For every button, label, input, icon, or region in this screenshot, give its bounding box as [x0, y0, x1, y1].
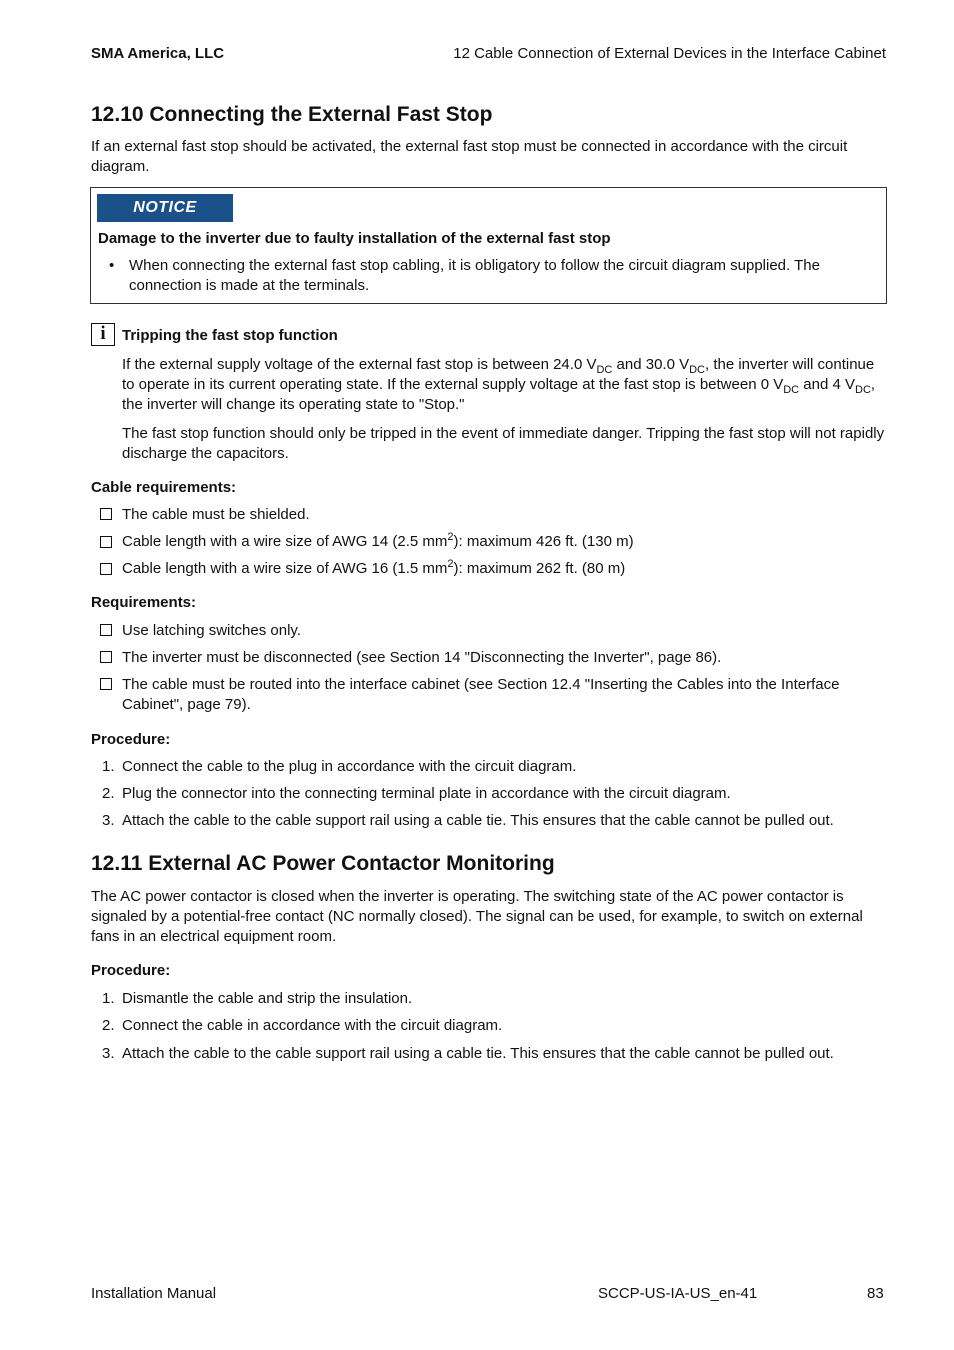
requirement-item: The inverter must be disconnected (see Section 14 "Disconnecting the Inverter", page 86). — [122, 649, 722, 666]
section-intro-fast-stop: If an external fast stop should be activated, the external fast stop must be connected in accordance with the circuit diagram. — [91, 138, 848, 175]
procedure-step: Connect the cable in accordance with the circuit diagram. — [122, 1017, 503, 1034]
bullet-icon: • — [109, 257, 115, 274]
notice-text: When connecting the external fast stop cabling, it is obligatory to follow the circuit diagram supplied. The connection is made at the terminals. — [129, 257, 820, 294]
procedure-step: Attach the cable to the cable support rail using a cable tie. This ensures that the cable cannot be pulled out. — [122, 1045, 834, 1062]
notice-title: Damage to the inverter due to faulty installation of the external fast stop — [98, 230, 611, 247]
info-paragraph-danger: The fast stop function should only be tripped in the event of immediate danger. Tripping the fast stop will not rapidly discharge the capacitors. — [122, 425, 885, 462]
step-number: 2. — [102, 1017, 115, 1034]
cable-req-item: Cable length with a wire size of AWG 16 (1.5 $mm^2$): maximum 262 ft. (80 m) — [122, 558, 626, 577]
requirement-item: The cable must be routed into the interface cabinet (see Section 12.4 "Inserting the Cables into the Interface Cabinet", page 79). — [122, 676, 840, 713]
requirement-item: Use latching switches only. — [122, 622, 301, 639]
procedure-heading: Procedure: — [91, 962, 171, 979]
header-chapter: 12 Cable Connection of External Devices in the Interface Cabinet — [453, 45, 886, 62]
header-company: SMA America, LLC — [91, 45, 225, 62]
checkbox-icon — [100, 563, 112, 575]
info-title: Tripping the fast stop function — [122, 327, 338, 344]
footer-doc-id: SCCP-US-IA-US_en-41 — [598, 1285, 758, 1302]
cable-req-item: Cable length with a wire size of AWG 14 (2.5 $mm^2$): maximum 426 ft. (130 m) — [122, 531, 634, 550]
step-number: 2. — [102, 785, 115, 802]
step-number: 3. — [102, 1045, 115, 1062]
info-paragraph-voltage: If the external supply voltage of the external fast stop is between 24.0 $V_{DC}$ and 30.0 $V_{DC}$, the inverter will continue to operate in its current operating state. If the external supply voltage at the fast stop is between 0 $V_{DC}$ and 4 $V_{DC}$, the inverter will change its operating state to "Stop." — [122, 356, 876, 413]
notice-box — [90, 187, 887, 304]
procedure-step: Plug the connector into the connecting terminal plate in accordance with the circuit diagram. — [122, 785, 731, 802]
section-title-fast-stop: 12.10 Connecting the External Fast Stop — [91, 103, 493, 126]
step-number: 1. — [102, 758, 115, 775]
page-number: 83 — [867, 1285, 884, 1302]
checkbox-icon — [100, 536, 112, 548]
section-title-ac-contactor: 12.11 External AC Power Contactor Monitoring — [91, 852, 555, 875]
checkbox-icon — [100, 508, 112, 520]
info-icon: i — [91, 323, 115, 346]
footer-manual-name: Installation Manual — [91, 1285, 217, 1302]
cable-req-item: The cable must be shielded. — [122, 506, 310, 523]
section-intro-ac-contactor: The AC power contactor is closed when the inverter is operating. The switching state of the AC power contactor is signaled by a potential-free contact (NC normally closed). The signal can be used, for example, to switch on external fans in an electrical equipment room. — [91, 888, 863, 945]
procedure-step: Attach the cable to the cable support rail using a cable tie. This ensures that the cable cannot be pulled out. — [122, 812, 834, 829]
requirements-heading: Requirements: — [91, 594, 197, 611]
step-number: 3. — [102, 812, 115, 829]
checkbox-icon — [100, 678, 112, 690]
step-number: 1. — [102, 990, 115, 1007]
procedure-step: Dismantle the cable and strip the insulation. — [122, 990, 413, 1007]
notice-label: NOTICE — [97, 194, 233, 222]
procedure-step: Connect the cable to the plug in accordance with the circuit diagram. — [122, 758, 577, 775]
checkbox-icon — [100, 624, 112, 636]
checkbox-icon — [100, 651, 112, 663]
procedure-heading: Procedure: — [91, 731, 171, 748]
cable-requirements-heading: Cable requirements: — [91, 479, 237, 496]
